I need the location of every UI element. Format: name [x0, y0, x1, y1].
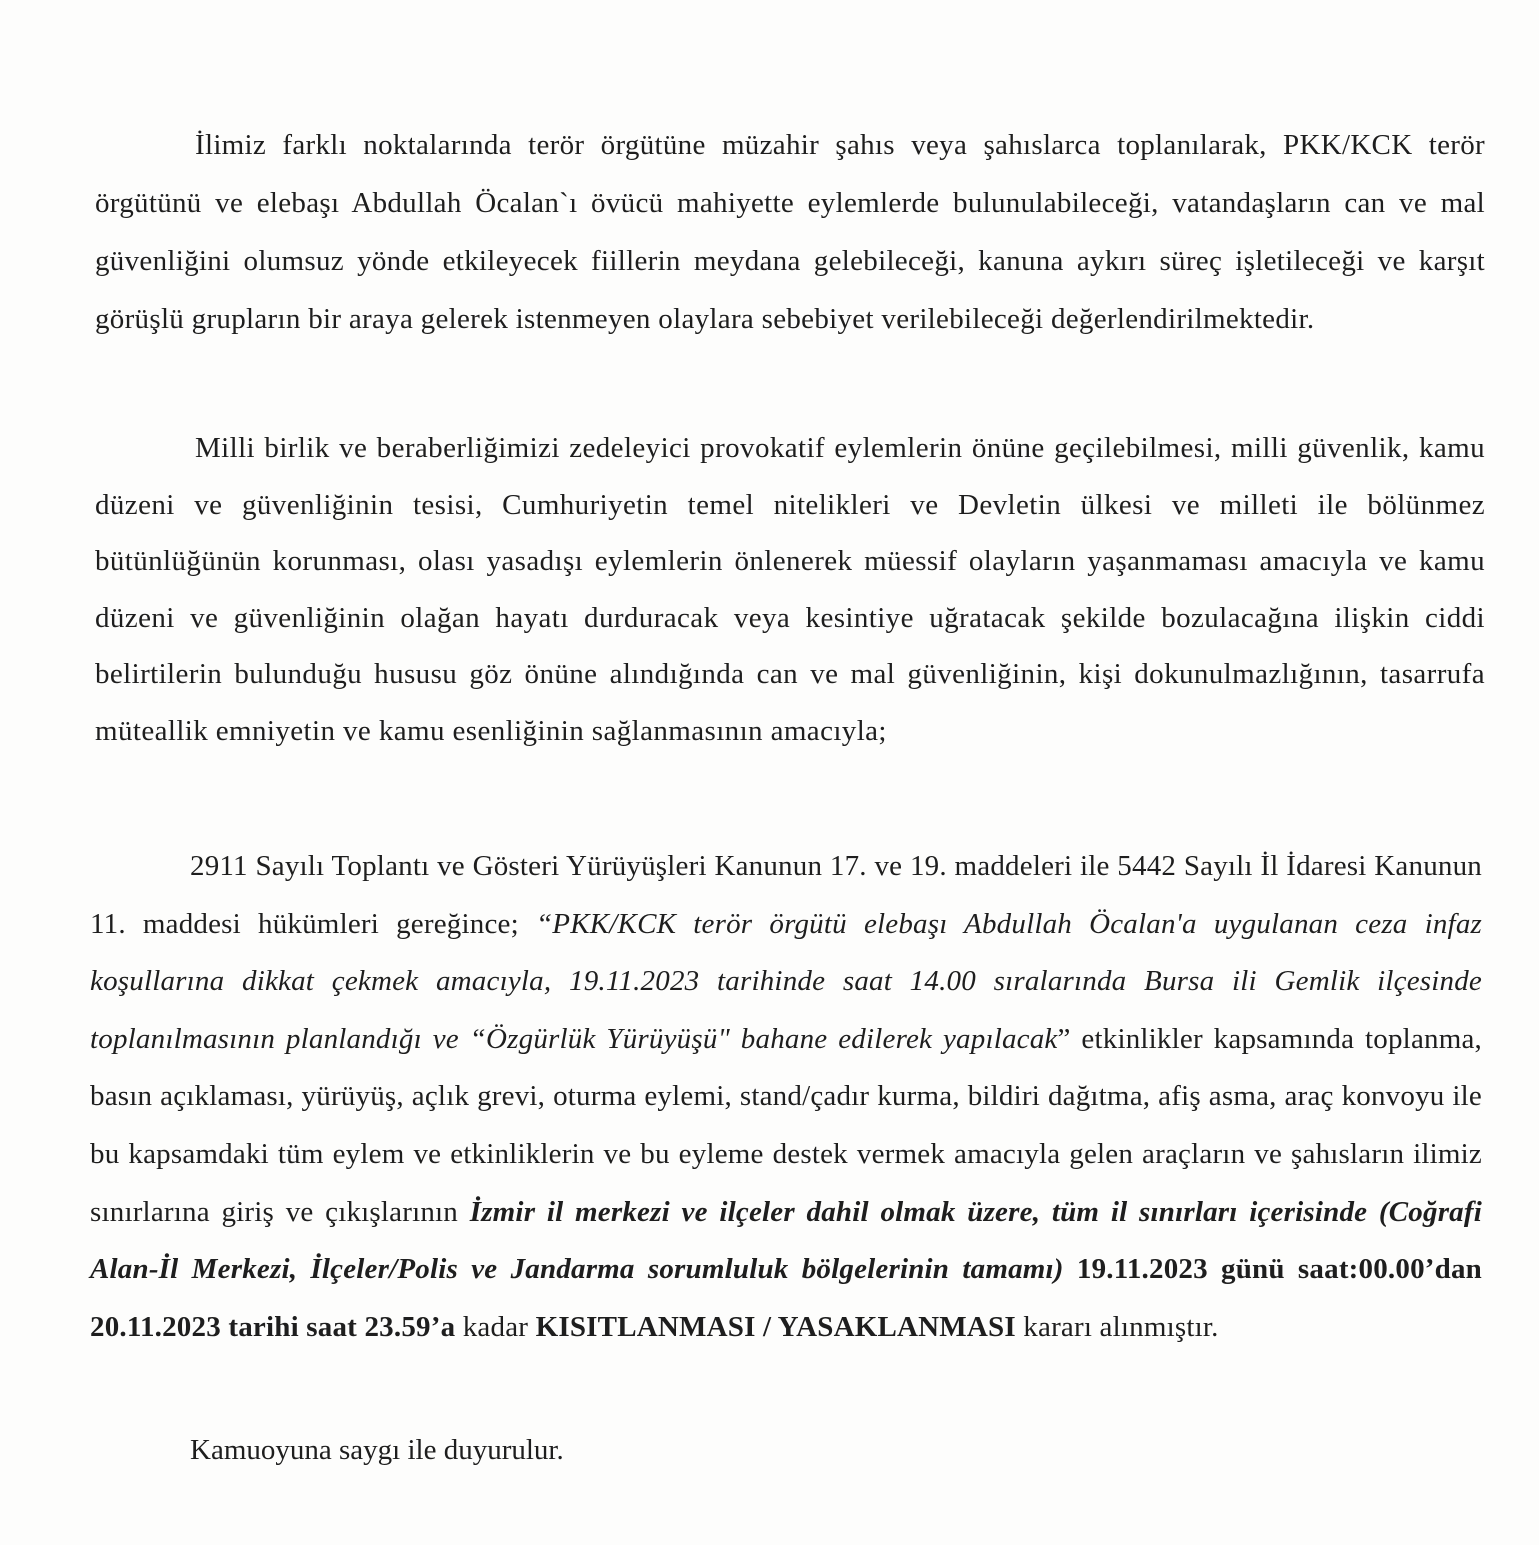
geographic-scope: İzmir il merkezi ve ilçeler dahil olmak üzere, tüm il sınırları içerisinde (Coğrafi Alan-İl Merkezi, İlçeler/Polis ve Jandarma sorumluluk bölgelerinin tamamı): [90, 1195, 1482, 1286]
spacer: [1064, 1253, 1077, 1285]
paragraph-threat-assessment: [95, 116, 1485, 348]
restricted-activities-text: ” etkinlikler kapsamında toplanma, basın açıklaması, yürüyüş, açlık grevi, oturma eylemi, stand/çadır kurma, bildiri dağıtma, afiş asma, araç konvoyu ile bu kapsamdaki tüm eylem ve etkinliklerin ve bu eyleme destek vermek amacıyla gelen araçların ve şahısların ilimiz sınırlarına giriş ve çıkışlarının: [90, 1022, 1482, 1228]
paragraph-closing: [90, 1422, 1482, 1478]
kadar-text: kadar: [455, 1310, 536, 1343]
legal-basis-text: 2911 Sayılı Toplantı ve Gösteri Yürüyüşleri Kanunun 17. ve 19. maddeleri ile 5442 Sayılı İl İdaresi Kanunun 11. maddesi hükümleri gereğince;: [90, 850, 1482, 940]
ban-title: KISITLANMASI / YASAKLANMASI: [535, 1310, 1016, 1343]
paragraph-decision: [90, 838, 1482, 1356]
event-quote: “PKK/KCK terör örgütü elebaşı Abdullah Öcalan'a uygulanan ceza infaz koşullarına dikkat çekmek amacıyla, 19.11.2023 tarihinde saat 14.00 sıralarında Bursa ili Gemlik ilçesinde toplanılmasının planlandığı ve “Özgürlük Yürüyüşü" bahane edilerek yapılacak: [90, 907, 1483, 1055]
paragraph-text: [90, 838, 1482, 1356]
paragraph-text: İlimiz farklı noktalarında terör örgütüne müzahir şahıs veya şahıslarca toplanılarak, PKK/KCK terör örgütünü ve elebaşı Abdullah Öcalan`ı övücü mahiyette eylemlerde bulunulabileceği, vatandaşların can ve mal güvenliğini olumsuz yönde etkileyecek fiillerin meydana gelebileceği, kanuna aykırı süreç işletileceği ve karşıt görüşlü grupların bir araya gelerek istenmeyen olaylara sebebiyet verilebileceği değerlendirilmektedir.: [95, 129, 1485, 335]
ban-period: 19.11.2023 günü saat:00.00’dan 20.11.2023 tarihi saat 23.59’a: [90, 1253, 1482, 1343]
closing-text: Kamuoyuna saygı ile duyurulur.: [190, 1434, 564, 1466]
paragraph-text: Milli birlik ve beraberliğimizi zedeleyici provokatif eylemlerin önüne geçilebilmesi, milli güvenlik, kamu düzeni ve güvenliğinin tesisi, Cumhuriyetin temel nitelikleri ve Devletin ülkesi ve milleti ile bölünmez bütünlüğünün korunması, olası yasadışı eylemlerin önlenerek müessif olayların yaşanmaması amacıyla ve kamu düzeni ve güvenliğinin olağan hayatı durduracak veya kesintiye uğratacak şekilde bozulacağına ilişkin ciddi belirtilerin bulunduğu hususu göz önüne alındığında can ve mal güvenliğinin, kişi dokunulmazlığının, tasarrufa müteallik emniyetin ve kamu esenliğinin sağlanmasının amacıyla;: [95, 432, 1485, 747]
decision-end-text: kararı alınmıştır.: [1015, 1310, 1219, 1343]
paragraph-justification: [95, 420, 1485, 760]
